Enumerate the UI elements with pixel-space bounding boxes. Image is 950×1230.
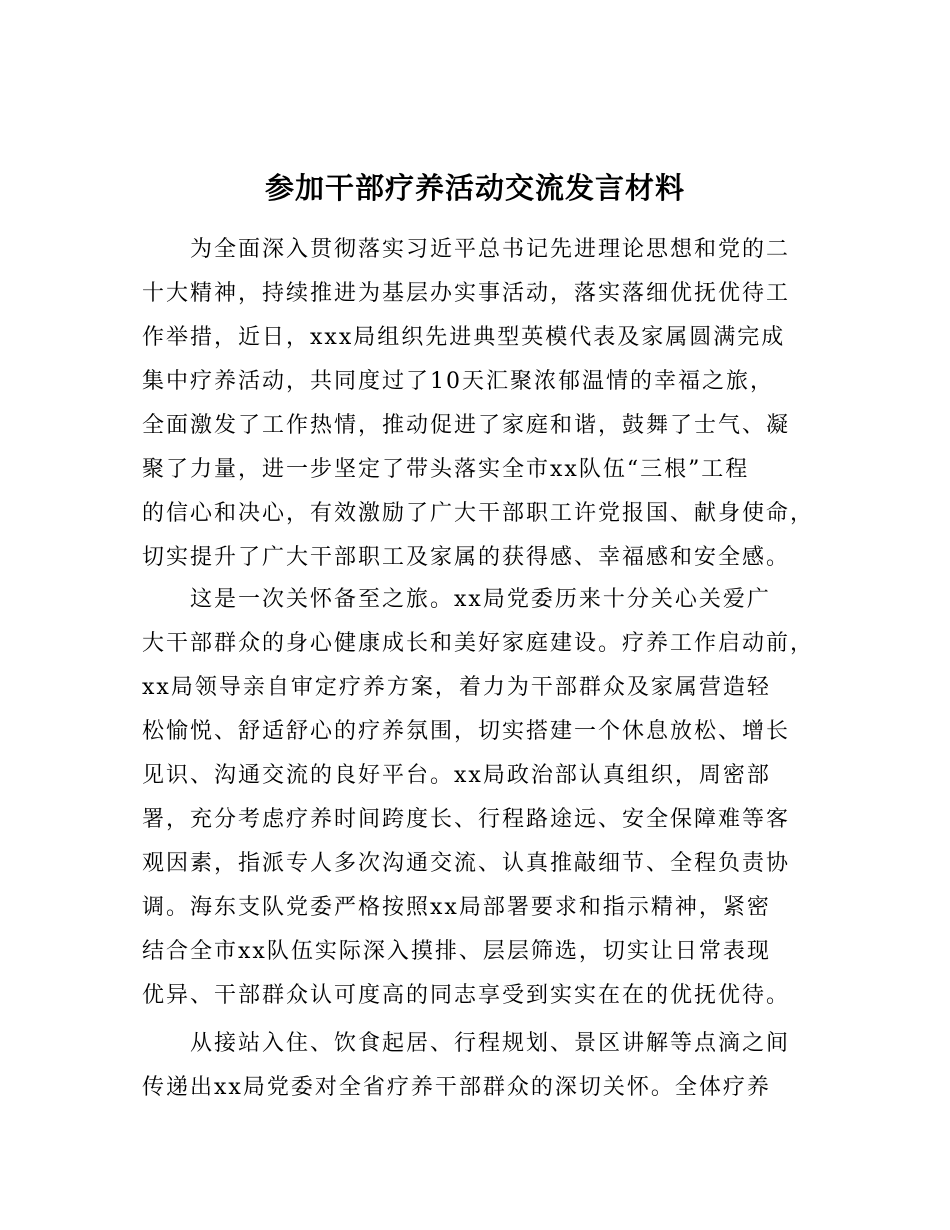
paragraph-line: 松愉悦、舒适舒心的疗养氛围，切实搭建一个休息放松、增长: [142, 719, 791, 744]
paragraph-line: 集中疗养活动，共同度过了10天汇聚浓郁温情的幸福之旅，: [142, 369, 774, 394]
paragraph-line: 署，充分考虑疗养时间跨度长、行程路途远、安全保障难等客: [142, 807, 791, 832]
paragraph-line: 优异、干部群众认可度高的同志享受到实实在在的优抚优待。: [142, 983, 791, 1008]
paragraph-2: [142, 578, 832, 1018]
paragraph-line: 大干部群众的身心健康成长和美好家庭建设。疗养工作启动前，: [142, 631, 815, 656]
paragraph-line: 全面激发了工作热情，推动促进了家庭和谐，鼓舞了士气、凝: [142, 413, 791, 438]
paragraph-line: 观因素，指派专人多次沟通交流、认真推敲细节、全程负责协: [142, 851, 791, 876]
paragraph-line: 这是一次关怀备至之旅。xx局党委历来十分关心关爱广: [190, 587, 771, 612]
paragraph-line: 见识、沟通交流的良好平台。xx局政治部认真组织，周密部: [142, 763, 771, 788]
paragraph-line: 从接站入住、饮食起居、行程规划、景区讲解等点滴之间: [190, 1031, 791, 1056]
paragraph-line: 传递出xx局党委对全省疗养干部群众的深切关怀。全体疗养: [142, 1075, 771, 1100]
paragraph-line: 为全面深入贯彻落实习近平总书记先进理论思想和党的二: [190, 237, 791, 262]
document-title: 参加干部疗养活动交流发言材料: [264, 171, 685, 205]
paragraph-line: xx局领导亲自审定疗养方案，着力为干部群众及家属营造轻: [142, 675, 771, 700]
paragraph-line: 切实提升了广大干部职工及家属的获得感、幸福感和安全感。: [142, 545, 791, 570]
paragraph-3: [142, 1022, 832, 1110]
paragraph-1: [142, 228, 832, 580]
paragraph-line: 十大精神，持续推进为基层办实事活动，落实落细优抚优待工: [142, 281, 791, 306]
paragraph-line: 调。海东支队党委严格按照xx局部署要求和指示精神，紧密: [142, 895, 771, 920]
paragraph-line: 的信心和决心，有效激励了广大干部职工许党报国、献身使命，: [142, 501, 815, 526]
paragraph-line: 作举措，近日，xxx局组织先进典型英模代表及家属圆满完成: [142, 325, 786, 350]
paragraph-line: 聚了力量，进一步坚定了带头落实全市xx队伍“三根”工程: [142, 457, 750, 482]
paragraph-line: 结合全市xx队伍实际深入摸排、层层筛选，切实让日常表现: [142, 939, 771, 964]
